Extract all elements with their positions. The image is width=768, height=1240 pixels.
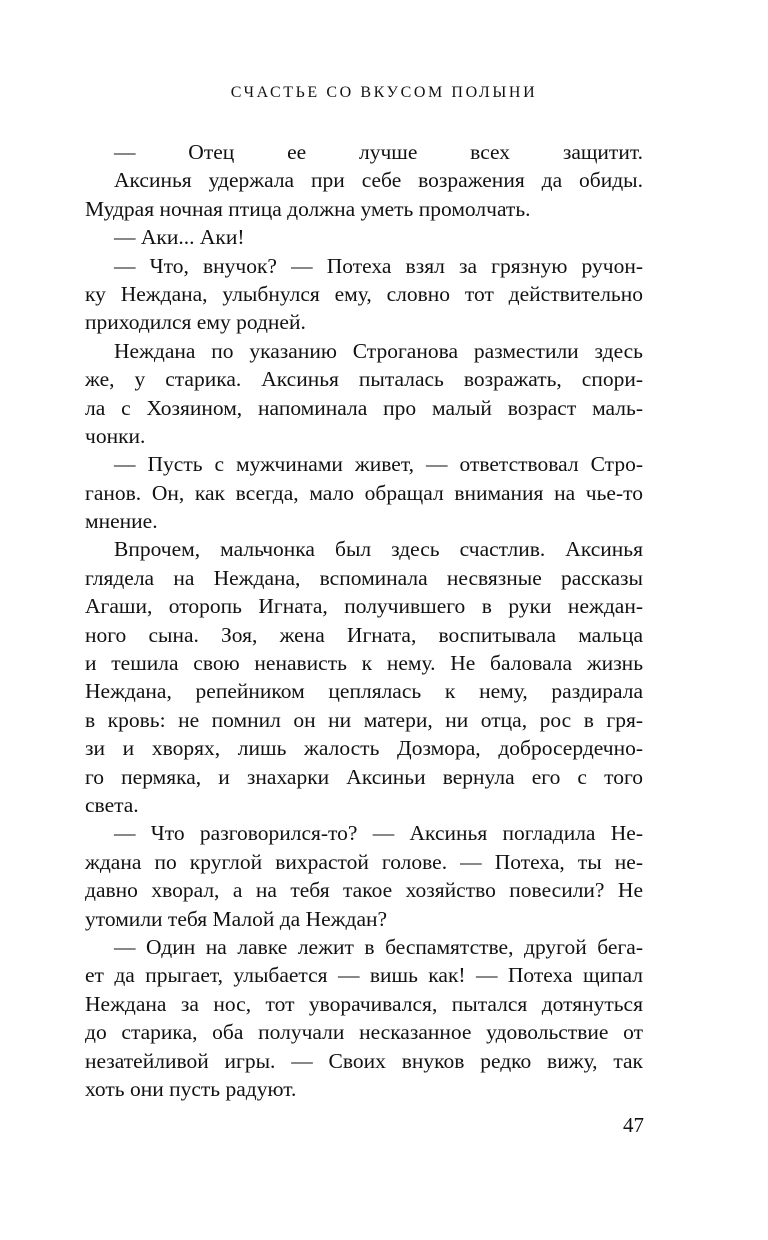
body-text	[85, 138, 643, 1103]
text-line: Впрочем, мальчонка был здесь счастлив. Аксинья	[114, 537, 643, 562]
text-line: мнение.	[85, 509, 158, 534]
text-line: го пермяка, и знахарки Аксиньи вернула его с того	[85, 764, 643, 789]
text-line: до старика, оба получали несказанное удовольствие от	[85, 1020, 643, 1045]
text-line: в кровь: не помнил он ни матери, ни отца, рос в гря-	[85, 707, 643, 732]
text-line: зи и хворях, лишь жалость Дозмора, добросердечно-	[85, 736, 643, 761]
text-line: — Один на лавке лежит в беспамятстве, другой бега-	[114, 934, 643, 959]
text-line: же, у старика. Аксинья пыталась возражать, спори-	[85, 367, 643, 392]
text-line: Неждана за нос, тот уворачивался, пытался дотянуться	[85, 991, 643, 1016]
text-line: ет да прыгает, улыбается — вишь как! — Потеха щипал	[85, 963, 643, 988]
text-line: ганов. Он, как всегда, мало обращал внимания на чье-то	[85, 480, 643, 505]
text-line: — Отец ее лучше всех защитит.	[114, 140, 643, 164]
text-line: Агаши, оторопь Игната, получившего в руки неждан-	[85, 594, 643, 619]
text-line: хоть они пусть радуют.	[85, 1076, 297, 1101]
text-line: — Аки... Аки!	[114, 225, 245, 250]
text-line: Неждана, репейником цеплялась к нему, раздирала	[85, 679, 643, 704]
text-line: ждана по круглой вихрастой голове. — Потеха, ты не-	[85, 849, 643, 874]
page-number: 47	[623, 1113, 644, 1137]
text-line: Неждана по указанию Строганова разместили здесь	[114, 338, 643, 363]
text-line: и тешила свою ненависть к нему. Не баловала жизнь	[85, 651, 643, 676]
text-line: ла с Хозяином, напоминала про малый возраст маль-	[85, 395, 643, 420]
text-line: Мудрая ночная птица должна уметь промолчать.	[85, 196, 531, 221]
text-line: Аксинья удержала при себе возражения да обиды.	[114, 168, 643, 193]
text-line: — Что, внучок? — Потеха взял за грязную ручон-	[114, 253, 643, 278]
text-line: приходился ему родней.	[85, 310, 306, 335]
text-line: давно хворал, а на тебя такое хозяйство повесили? Не	[85, 878, 643, 903]
text-line: глядела на Неждана, вспоминала несвязные рассказы	[85, 565, 643, 590]
text-line: незатейливой игры. — Своих внуков редко вижу, так	[85, 1048, 643, 1073]
text-line: ного сына. Зоя, жена Игната, воспитывала мальца	[85, 622, 643, 647]
text-line: — Что разговорился-то? — Аксинья погладила Не-	[114, 821, 643, 846]
running-head: СЧАСТЬЕ СО ВКУСОМ ПОЛЫНИ	[230, 84, 538, 101]
text-line: — Пусть с мужчинами живет, — ответствовал Стро-	[114, 452, 643, 477]
text-line: утомили тебя Малой да Неждан?	[85, 906, 388, 931]
text-line: света.	[85, 792, 139, 817]
text-line: чонки.	[85, 423, 146, 448]
text-line: ку Неждана, улыбнулся ему, словно тот действительно	[85, 281, 643, 306]
